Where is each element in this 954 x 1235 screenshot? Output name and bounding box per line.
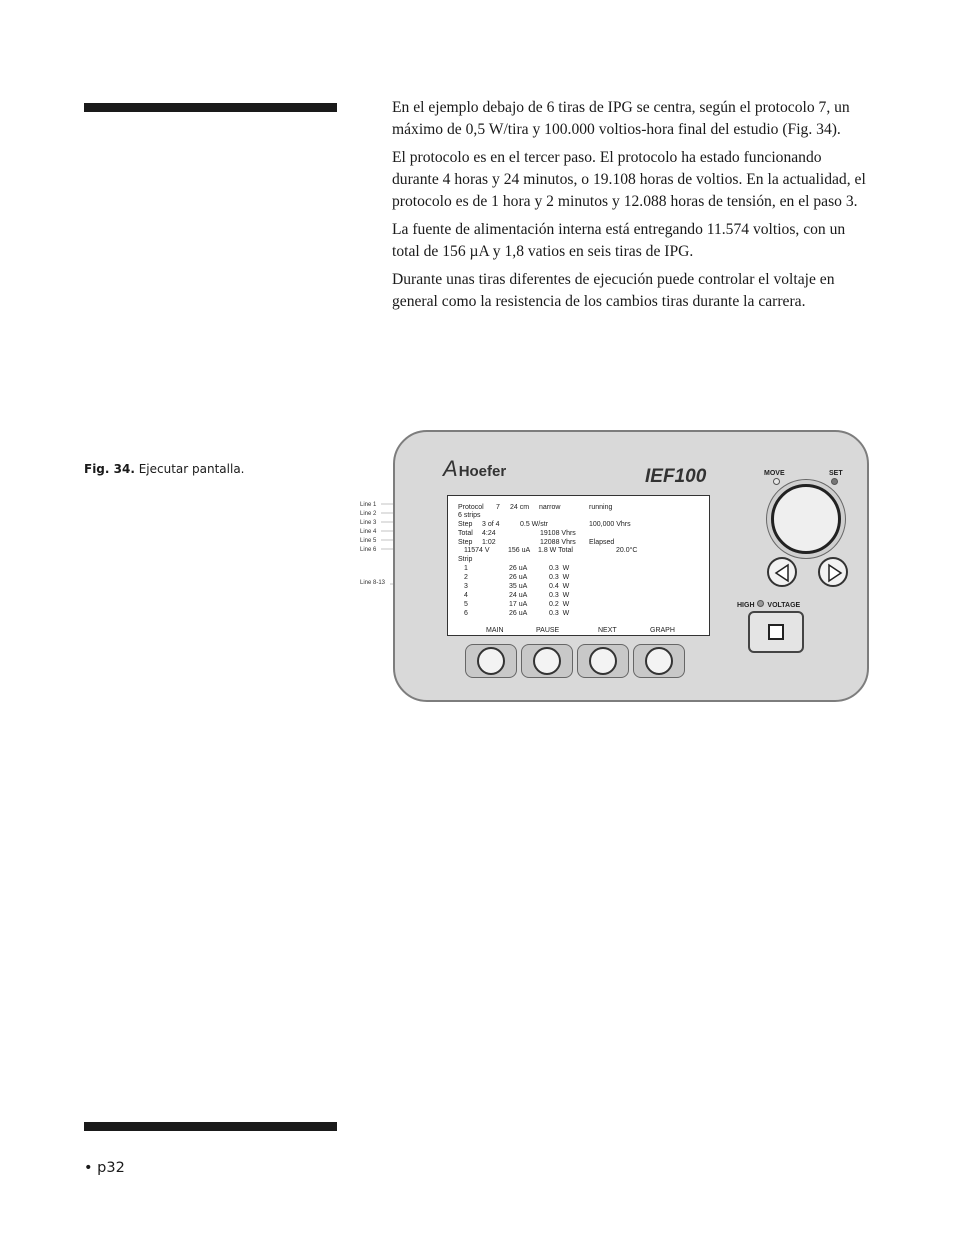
set-label: SET	[829, 470, 843, 477]
line-label: Line 3	[360, 520, 377, 526]
screen-total-vhrs: 19108 Vhrs	[540, 530, 576, 537]
move-indicator-icon	[773, 478, 780, 485]
graph-softkey[interactable]	[633, 644, 685, 678]
strip-number: 3	[464, 583, 468, 590]
line-label: Line 1	[360, 502, 377, 508]
strip-current: 26 uA	[509, 565, 528, 572]
strip-current: 26 uA	[509, 574, 528, 581]
line-label: Line 6	[360, 547, 377, 553]
next-softkey[interactable]	[577, 644, 629, 678]
line-label-multi: Line 8-13	[360, 580, 386, 586]
strip-power: 0.3 W	[549, 565, 570, 572]
caption-text: Ejecutar pantalla.	[134, 462, 245, 476]
high-voltage-led-icon	[757, 600, 764, 607]
stop-square-icon	[768, 624, 784, 640]
screen-vhrs-target: 100,000 Vhrs	[589, 521, 631, 528]
strip-number: 4	[464, 592, 468, 599]
caption-label: Fig. 34.	[84, 462, 135, 476]
screen-power-total: 1.8 W Total	[538, 547, 573, 554]
control-dial[interactable]	[771, 484, 841, 554]
left-arrow-button[interactable]	[767, 557, 797, 587]
set-indicator-icon	[831, 478, 838, 485]
ief100-device	[393, 430, 869, 702]
screen-strip-length: 24 cm	[510, 504, 530, 511]
screen-temperature: 20.0°C	[616, 547, 638, 554]
screen-protocol-number: 7	[496, 504, 500, 511]
pause-button-knob	[533, 647, 561, 675]
screen-status: running	[589, 504, 613, 511]
paragraph-4: Durante unas tiras diferentes de ejecución puede controlar el voltaje en general como la resistencia de los cambios tiras durante la carrera.	[392, 271, 835, 310]
brand-logo	[443, 456, 506, 482]
brand-name: Hoefer	[458, 463, 507, 480]
screen-strip-count: 6 strips	[458, 512, 481, 519]
pause-softkey[interactable]	[521, 644, 573, 678]
screen-protocol-label: Protocol	[458, 504, 484, 511]
strip-current: 35 uA	[509, 583, 528, 590]
screen-step-value: 3 of 4	[482, 521, 500, 528]
softkey-label-next: NEXT	[598, 627, 617, 634]
line-label-leaders	[380, 500, 394, 600]
paragraph-2: El protocolo es en el tercer paso. El protocolo ha estado funcionando durante 4 horas y 24 minutos, o 19.108 horas de voltios. En la actualidad, el protocolo es de 1 hora y 2 minutos y 12.088 horas de tensión, en el paso 3.	[392, 149, 866, 210]
screen-total-time: 4:24	[482, 530, 496, 537]
strip-current: 26 uA	[509, 610, 528, 617]
model-name: IEF100	[645, 466, 707, 487]
softkey-label-pause: PAUSE	[536, 627, 560, 634]
strip-current: 17 uA	[509, 601, 528, 608]
strip-number: 2	[464, 574, 468, 581]
main-button-knob	[477, 647, 505, 675]
strip-power: 0.2 W	[549, 601, 570, 608]
screen-total-label: Total	[458, 530, 473, 537]
graph-button-knob	[645, 647, 673, 675]
move-label: MOVE	[764, 470, 785, 477]
strip-current: 24 uA	[509, 592, 528, 599]
strip-power: 0.3 W	[549, 610, 570, 617]
strip-power: 0.3 W	[549, 592, 570, 599]
line-label: Line 4	[360, 529, 377, 535]
screen-step-label: Step	[458, 521, 473, 528]
screen-step-vhrs: 12088 Vhrs	[540, 539, 576, 546]
hv-high-text: HIGH	[737, 602, 755, 609]
screen-elapsed-label: Elapsed	[589, 539, 615, 546]
main-softkey[interactable]	[465, 644, 517, 678]
paragraph-3: La fuente de alimentación interna está entregando 11.574 voltios, con un total de 156 µA y 1,8 vatios en seis tiras de IPG.	[392, 221, 846, 260]
strip-number: 6	[464, 610, 468, 617]
strip-number: 5	[464, 601, 468, 608]
hoefer-logo-icon: A	[443, 456, 458, 481]
line-label: Line 5	[360, 538, 377, 544]
hv-voltage-text: VOLTAGE	[767, 602, 801, 609]
screen-power-limit: 0.5 W/str	[520, 521, 549, 528]
display-screen	[447, 495, 710, 636]
strip-number: 1	[464, 565, 468, 572]
screen-step-time-label: Step	[458, 539, 473, 546]
high-voltage-button[interactable]	[748, 611, 804, 653]
strip-power: 0.4 W	[549, 583, 570, 590]
triangle-right-icon	[824, 563, 844, 583]
next-button-knob	[589, 647, 617, 675]
softkey-label-graph: GRAPH	[650, 627, 675, 634]
high-voltage-label	[737, 600, 800, 609]
screen-strip-type: narrow	[539, 504, 561, 511]
softkey-label-main: MAIN	[486, 627, 504, 634]
line-labels	[360, 501, 376, 555]
screen-step-time: 1:02	[482, 539, 496, 546]
strip-power: 0.3 W	[549, 574, 570, 581]
page-number: • p32	[84, 1160, 125, 1176]
figure-caption	[84, 462, 245, 476]
screen-voltage: 11574 V	[464, 547, 490, 554]
triangle-left-icon	[773, 563, 793, 583]
screen-current: 156 uA	[508, 547, 531, 554]
line-label: Line 2	[360, 511, 377, 517]
body-text	[392, 97, 872, 319]
screen-strip-header: Strip	[458, 556, 473, 563]
top-rule	[84, 103, 337, 112]
paragraph-1: En el ejemplo debajo de 6 tiras de IPG se centra, según el protocolo 7, un máximo de 0,5 W/tira y 100.000 voltios-hora final del estudio (Fig. 34).	[392, 99, 850, 138]
right-arrow-button[interactable]	[818, 557, 848, 587]
bottom-rule	[84, 1122, 337, 1131]
